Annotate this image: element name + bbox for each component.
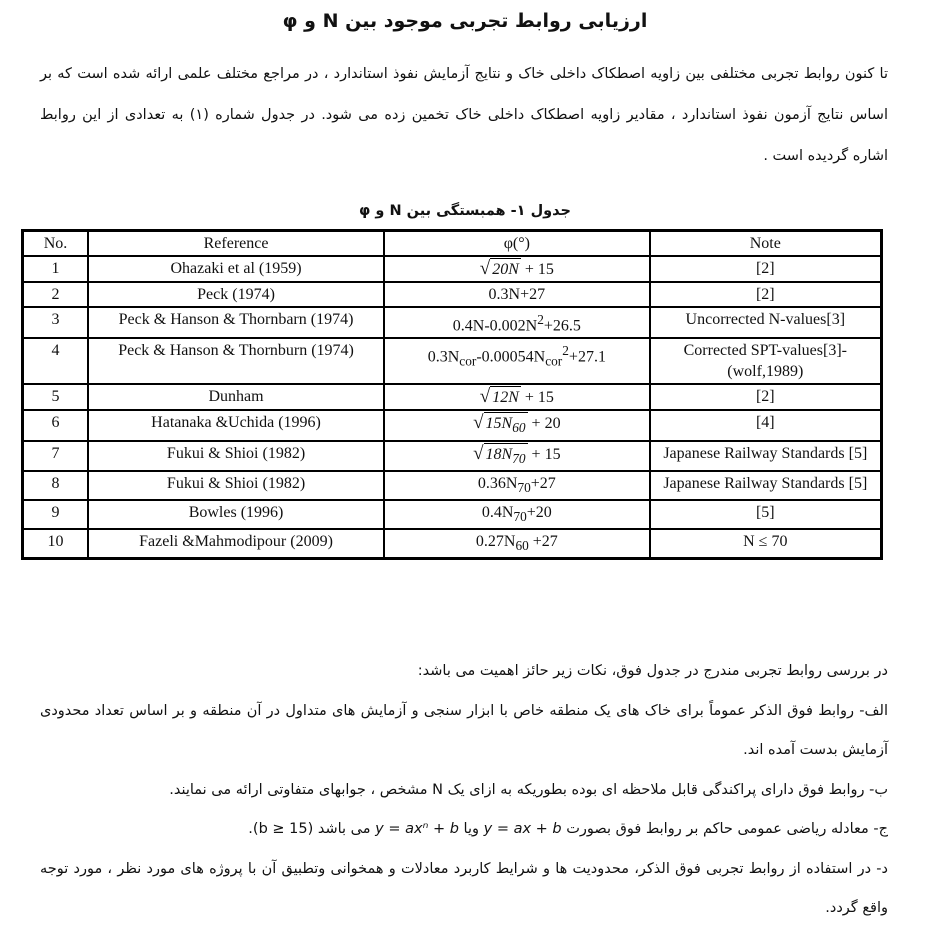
note-c: ج- معادله ریاضی عمومی حاکم بر روابط فوق بصورت y = ax + b ویا y = axⁿ + b می باشد (b ≥ 15). [248,821,888,837]
cell-note: Japanese Railway Standards [5] [650,471,882,500]
table-row [23,529,882,559]
cell-note: Corrected SPT-values[3]-(wolf,1989) [650,338,882,384]
intro-paragraph: تا کنون روابط تجربی مختلفی بین زاویه اصطکاک داخلی خاک و نتایج آزمایش نفوذ استاندارد ، در مراجع مختلف علمی ارائه شده است که بر اساس نتایج آزمون نفوذ استاندارد ، مقادیر زاویه اصطکاک داخلی خاک تخمین زده می شود. در جدول شماره (۱) به تعدادی از این روابط اشاره گردیده است . [40,66,888,164]
notes-section [40,652,888,929]
cell-note: [5] [650,500,882,529]
cell-reference: Hatanaka &Uchida (1996) [88,410,384,440]
table-row [23,384,882,410]
table-row [23,307,882,338]
cell-reference: Dunham [88,384,384,410]
cell-reference: Fazeli &Mahmodipour (2009) [88,529,384,559]
cell-reference: Fukui & Shioi (1982) [88,471,384,500]
cell-no: 10 [23,529,88,559]
cell-phi: 0.3N+27 [384,282,650,307]
cell-no: 8 [23,471,88,500]
cell-reference: Peck & Hanson & Thornburn (1974) [88,338,384,384]
cell-reference: Peck (1974) [88,282,384,307]
cell-no: 3 [23,307,88,338]
cell-phi: $0.4N_{70}+20$ [384,500,650,529]
table-row [23,338,882,384]
cell-note: [2] [650,282,882,307]
cell-note: Uncorrected N-values[3] [650,307,882,338]
cell-reference: Bowles (1996) [88,500,384,529]
cell-no: 2 [23,282,88,307]
cell-no: 6 [23,410,88,440]
equation-power: y = axⁿ + b [375,821,459,837]
table-row [23,500,882,529]
cell-phi: √ $18N_{70} + 15$ [384,441,650,471]
notes-lead: در بررسی روابط تجربی مندرج در جدول فوق، نکات زیر حائز اهمیت می باشد: [417,663,888,679]
header-no: No. [23,231,88,257]
cell-reference: Ohazaki et al (1959) [88,256,384,282]
cell-note: [2] [650,256,882,282]
table-caption: جدول ۱- همبستگی بین N و φ [359,203,571,219]
cell-no: 1 [23,256,88,282]
radicand: $15N_{60}$ [484,412,528,438]
header-reference: Reference [88,231,384,257]
cell-phi: $0.3N_{cor}-0.00054N_{cor}^2+27.1$ [384,338,650,384]
note-d: د- در استفاده از روابط تجربی فوق الذکر، محدودیت ها و شرایط کاربرد معادلات و همخوانی وتطبیق آن با پروژه های مورد نظر ، مورد توجه واقع گردد. [40,860,888,916]
cell-phi: √ $15N_{60} + 20$ [384,410,650,440]
note-a: الف- روابط فوق الذکر عموماً برای خاک های یک منطقه خاص با ابزار سنجی و آزمایش های متداول در آن منطقه و بر اساس تعداد محدودی آزمایش بدست آمده اند. [40,702,888,758]
cell-phi: √ 12N + 15 [384,384,650,410]
radicand: 12N [490,386,521,408]
table-row [23,256,882,282]
table-row [23,471,882,500]
table-header-row [23,231,882,257]
cell-note: Japanese Railway Standards [5] [650,441,882,471]
header-note: Note [650,231,882,257]
table-row [23,282,882,307]
cell-note: [4] [650,410,882,440]
table-row [23,410,882,440]
cell-note: N ≤ 70 [650,529,882,559]
correlation-table [21,229,883,560]
cell-no: 5 [23,384,88,410]
page-title: ارزیابی روابط تجربی موجود بین N و φ [282,10,648,32]
radicand: 20N [490,258,521,280]
table-row [23,441,882,471]
cell-reference: Fukui & Shioi (1982) [88,441,384,471]
header-phi: φ(°) [384,231,650,257]
cell-no: 9 [23,500,88,529]
cell-note: [2] [650,384,882,410]
cell-phi: $0.27N_{60} +27$ [384,529,650,559]
cell-phi: $0.4N-0.002N^2+26.5$ [384,307,650,338]
note-b: ب- روابط فوق دارای پراکندگی قابل ملاحظه ای بوده بطوریکه به ازای یک N مشخص ، جوابهای متفاوتی ارائه می نمایند. [169,781,888,798]
cell-phi: $0.36N_{70}+27$ [384,471,650,500]
cell-phi: √ 20N + 15 [384,256,650,282]
cell-reference: Peck & Hanson & Thornbarn (1974) [88,307,384,338]
equation-linear: y = ax + b [483,821,562,837]
radicand: $18N_{70}$ [484,443,528,469]
cell-no: 7 [23,441,88,471]
cell-no: 4 [23,338,88,384]
